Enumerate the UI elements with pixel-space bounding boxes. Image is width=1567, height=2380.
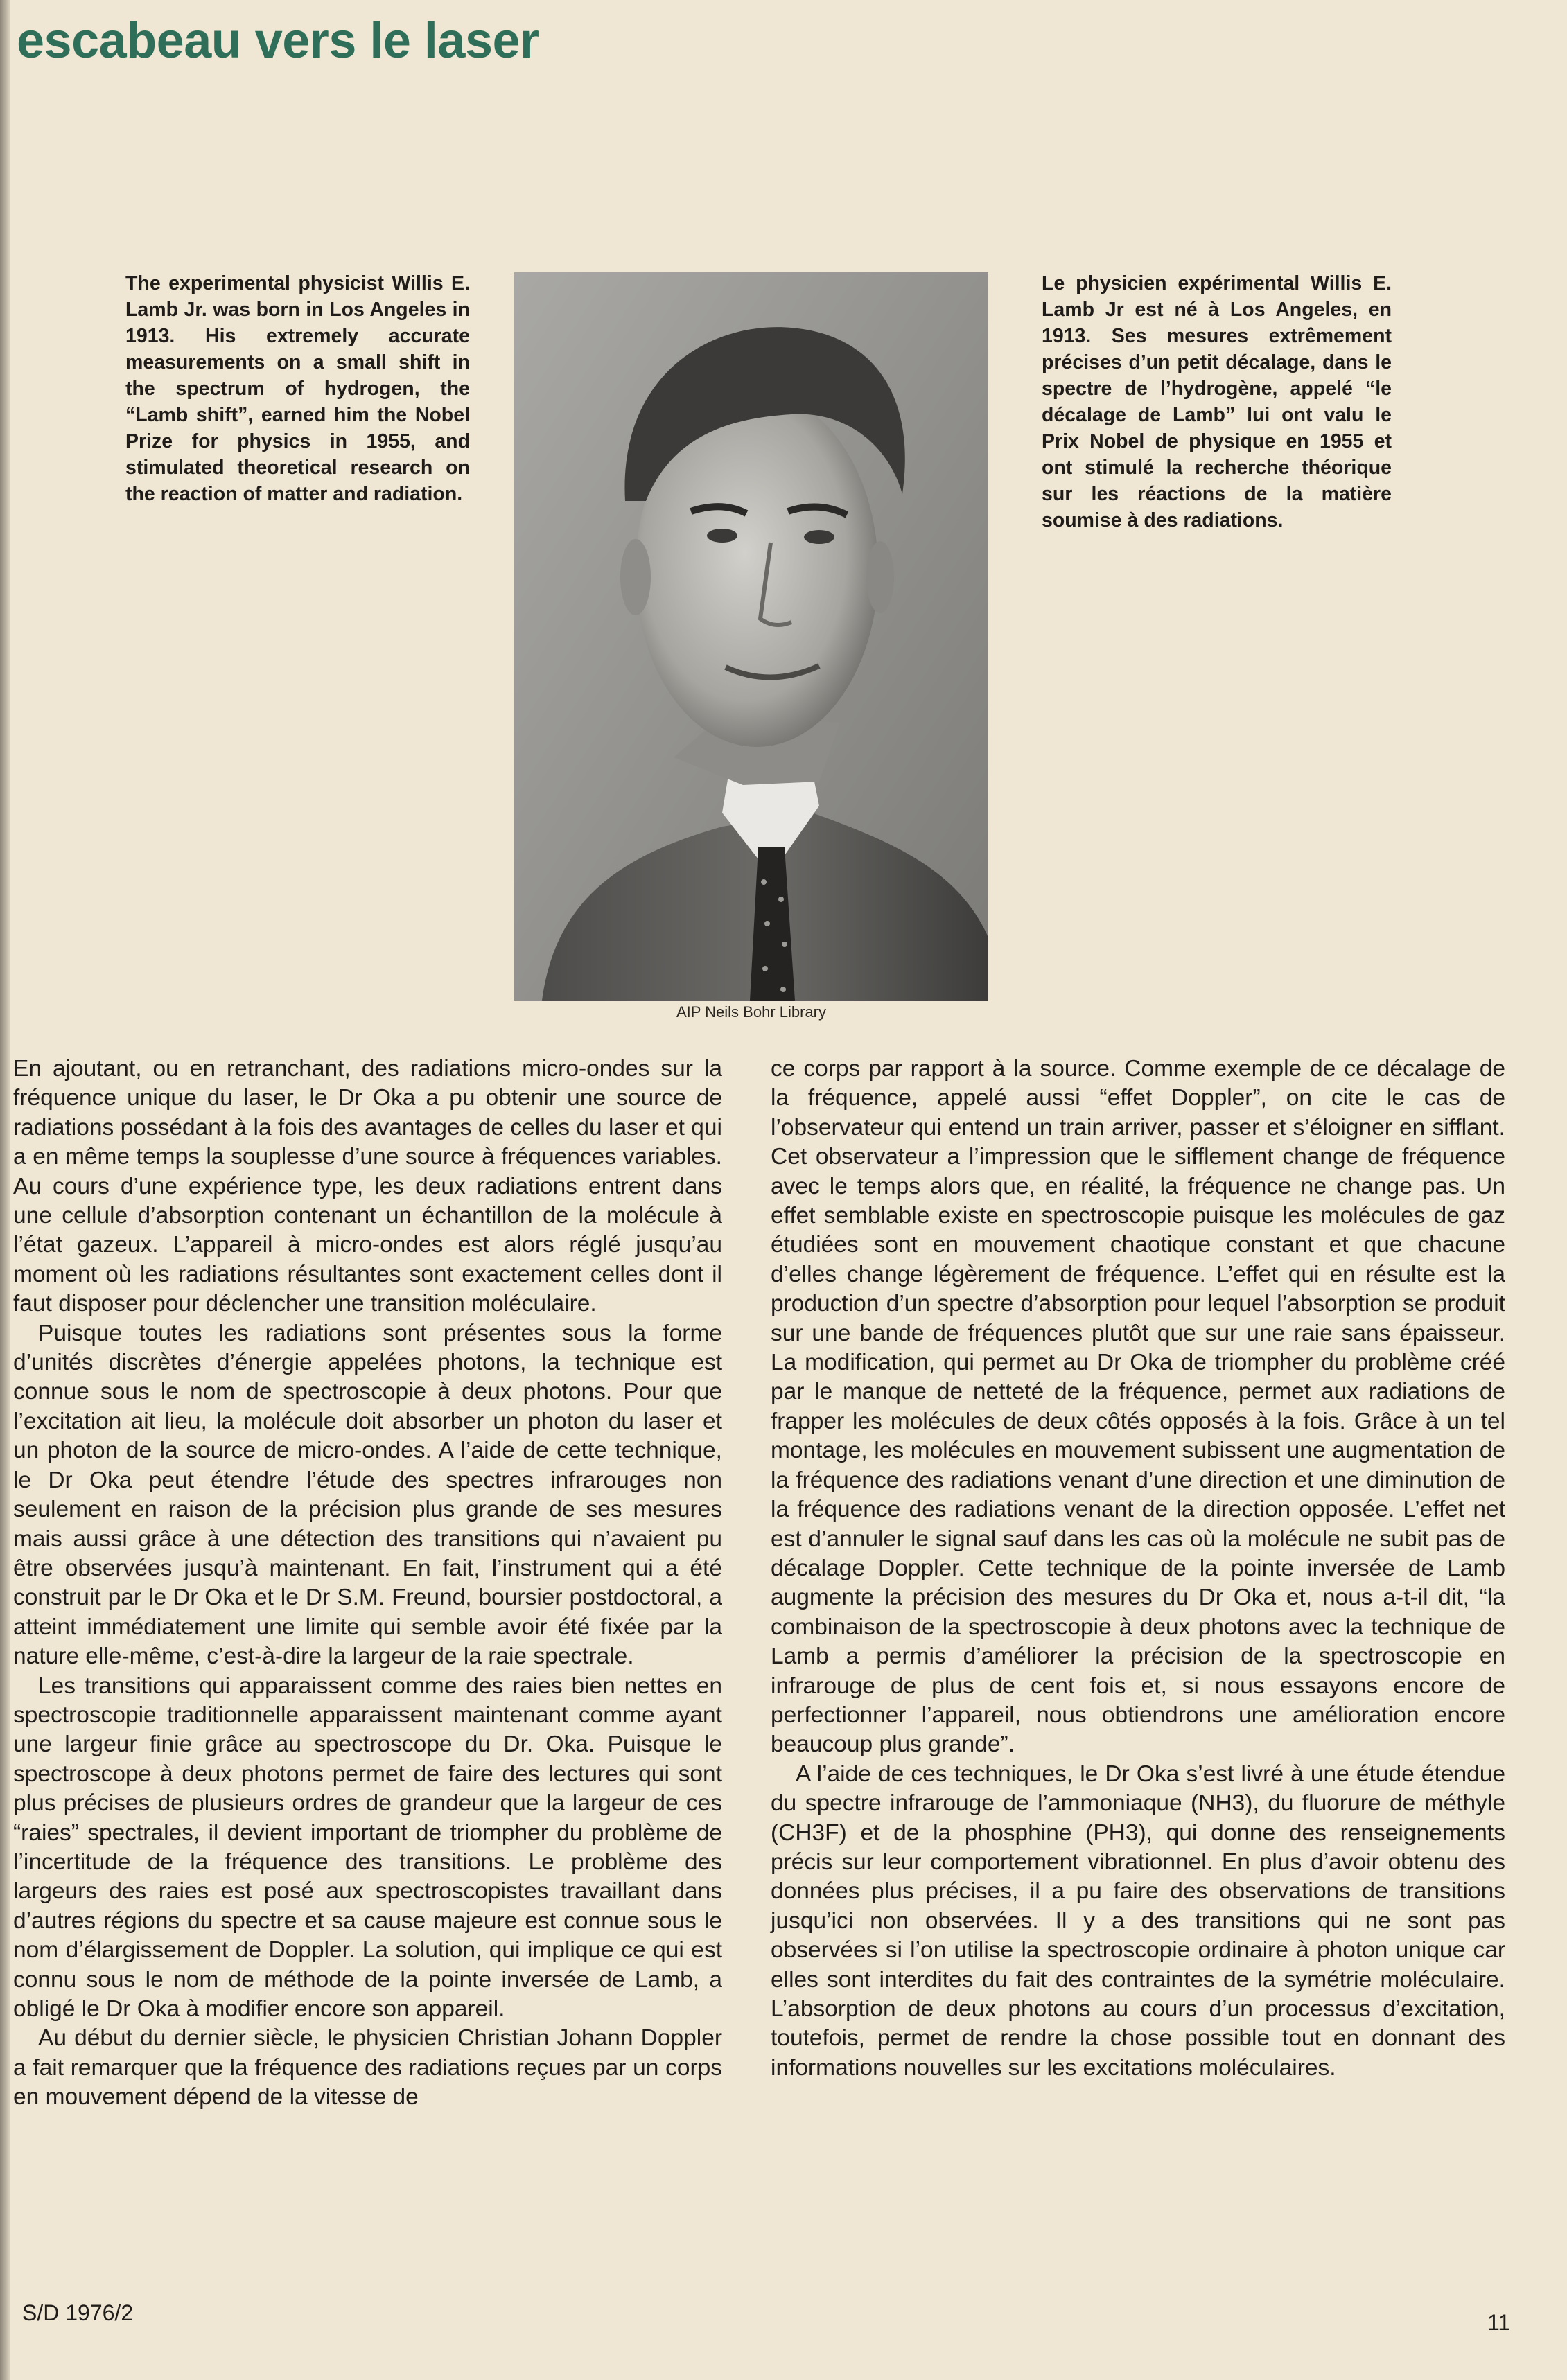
- article-paragraph: Puisque toutes les radiations sont présentes sous la forme d’unités discrètes d’énergie appelées photons, la technique est connue sous le nom de spectroscopie à deux photons. Pour que l’excitation ait lieu, la molécule doit absorber un photon du laser et un photon de la source de micro-ondes. A l’aide de cette technique, le Dr Oka peut étendre l’étude des spectres infrarouges non seulement en raison de la précision plus grande de ses mesures mais aussi grâce à une détection des transitions qui n’avaient pu être observées jusqu’à maintenant. En fait, l’instrument qui a été construit par le Dr Oka et le Dr S.M. Freund, boursier postdoctoral, a atteint immédiatement une limite qui semble avoir été fixée par la nature elle-même, c’est-à-dire la largeur de la raie spectrale.: [13, 1320, 722, 1670]
- portrait-photo: [514, 272, 988, 1001]
- photo-credit: AIP Neils Bohr Library: [676, 1003, 826, 1021]
- article-paragraph: A l’aide de ces techniques, le Dr Oka s’est livré à une étude étendue du spectre infrarouge de l’ammoniaque (NH3), du fluorure de méthyle (CH3F) et de la phosphine (PH3), qui donne des renseignements précis sur leur comportement vibrationnel. En plus d’avoir obtenu des données plus précises, il a pu faire des observations de transitions jusqu’ici non observées. Il y a des transitions qui ne sont pas observées si l’on utilise la spectroscopie ordinaire à photon unique car elles sont interdites du fait des contraintes de la symétrie moléculaire. L’absorption de deux photons au cours d’un processus d’excitation, toutefois, permet de rendre la chose possible tout en donnant des informations nouvelles sur les excitations moléculaires.: [771, 1761, 1505, 2081]
- article-paragraph: Au début du dernier siècle, le physicien Christian Johann Doppler a fait remarquer que la fréquence des radiations reçues par un corps en mouvement dépend de la vitesse de: [13, 2025, 722, 2110]
- article-column-left: [13, 1055, 722, 2113]
- article-paragraph: ce corps par rapport à la source. Comme exemple de ce décalage de la fréquence, appelé aussi “effet Doppler”, on cite le cas de l’observateur qui entend un train arriver, passer et s’éloigner en sifflant. Cet observateur a l’impression que le sifflement change de fréquence avec le temps alors que, en réalité, la fréquence ne change pas. Un effet semblable existe en spectroscopie puisque les molécules de gaz étudiées sont en mouvement chaotique constant et que chacune d’elles change légèrement de fréquence. L’effet qui en résulte est la production d’un spectre d’absorption pour lequel l’absorption se produit sur une bande de fréquences plutôt que sur une raie sans épaisseur. La modification, qui permet au Dr Oka de triompher du problème créé par le manque de netteté de la fréquence, permet aux radiations de frapper les molécules de deux côtés opposés à la fois. Grâce à un tel montage, les molécules en mouvement subissent une augmentation de la fréquence des radiations venant d’une direction et une diminution de la fréquence des radiations venant de la direction opposée. L’effet net est d’annuler le signal sauf dans les cas où la molécule ne subit pas de décalage Doppler. Cette technique de la pointe inversée de Lamb augmente la précision des mesures du Dr Oka et, nous a-t-il dit, “la combinaison de la spectroscopie à deux photons avec la technique de Lamb a permis d’améliorer la précision de la spectroscopie en infrarouge de plus de cent fois et, si nous essayons encore de perfectionner l’appareil, nous obtiendrons une amélioration encore beaucoup plus grande”.: [771, 1056, 1505, 1758]
- article-paragraph: Les transitions qui apparaissent comme des raies bien nettes en spectroscopie traditionnelle apparaissent maintenant comme ayant une largeur finie grâce au spectroscope du Dr. Oka. Puisque le spectroscope à deux photons permet de faire des lectures qui sont plus précises de plusieurs ordres de grandeur que la largeur de ces “raies” spectrales, il devient important de triompher du problème de l’incertitude de la fréquence des transitions. Le problème des largeurs des raies est posé aux spectroscopistes travaillant dans d’autres régions du spectre et sa cause majeure est connue sous le nom d’élargissement de Doppler. La solution, qui implique ce qui est connu sous le nom de méthode de la pointe inversée de Lamb, a obligé le Dr Oka à modifier encore son appareil.: [13, 1673, 722, 2022]
- page-headline: escabeau vers le laser: [17, 13, 539, 69]
- photo-caption-english: The experimental physicist Willis E. Lamb Jr. was born in Los Angeles in 1913. His extremely accurate measurements on a small shift in the spectrum of hydrogen, the “Lamb shift”, earned him the Nobel Prize for physics in 1955, and stimulated theoretical research on the reaction of matter and radiation.: [125, 272, 470, 505]
- page-number: 11: [1487, 2310, 1511, 2335]
- article-paragraph: En ajoutant, ou en retranchant, des radiations micro-ondes sur la fréquence unique du laser, le Dr Oka a pu obtenir une source de radiations possédant à la fois des avantages de celles du laser et qui a en même temps la souplesse d’une source à fréquences variables. Au cours d’une expérience type, les deux radiations entrent dans une cellule d’absorption contenant un échantillon de la molécule à l’état gazeux. L’appareil à micro-ondes est alors réglé jusqu’au moment où les radiations résultantes sont exactement celles dont il faut disposer pour déclencher une transition moléculaire.: [13, 1056, 722, 1317]
- issue-label: S/D 1976/2: [22, 2300, 134, 2325]
- article-column-right: [771, 1055, 1505, 2083]
- photo-caption-french: Le physicien expérimental Willis E. Lamb Jr est né à Los Angeles, en 1913. Ses mesures extrêmement précises d’un petit décalage, dans le spectre de l’hydrogène, appelé “le décalage de Lamb” lui ont valu le Prix Nobel de physique en 1955 et ont stimulé la recherche théorique sur les réactions de la matière soumise à des radiations.: [1042, 272, 1392, 531]
- page-binding-edge: [0, 0, 10, 2380]
